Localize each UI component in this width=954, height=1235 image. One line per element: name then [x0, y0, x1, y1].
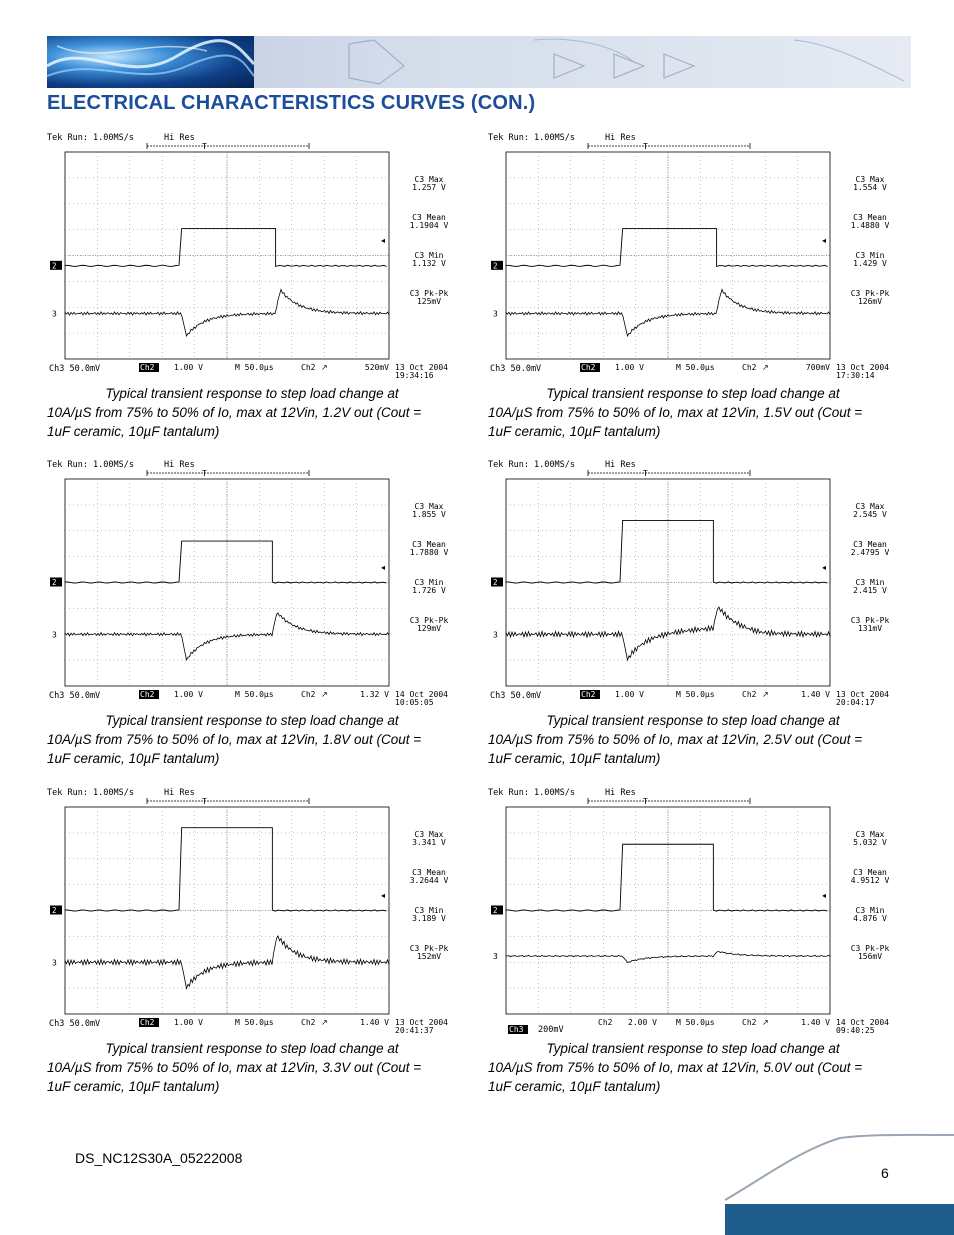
oscilloscope-screen [47, 457, 457, 707]
mean-arrow-icon: ◂ [381, 563, 386, 573]
rising-edge-icon: ↗ [321, 1018, 328, 1027]
capture-time: 17:30:14 [836, 371, 875, 380]
ch2-marker [50, 906, 62, 916]
stat-value-min: 3.189 V [412, 914, 446, 923]
ch2-scale: 1.00 V [615, 690, 644, 699]
stat-label: C3 Pk-Pk [850, 616, 890, 625]
stat-value-max: 1.855 V [412, 510, 446, 519]
ch2-readout-label: Ch2 [140, 363, 155, 372]
stat-label: C3 Max [414, 502, 444, 511]
oscilloscope-screen [488, 785, 898, 1035]
caption-line: 1uF ceramic, 10µF tantalum) [488, 1079, 661, 1094]
ch3-readout-label: Ch3 [509, 1025, 524, 1034]
stat-value-min: 1.132 V [412, 259, 446, 268]
stat-label: C3 Max [414, 830, 444, 839]
stat-value-max: 1.257 V [412, 183, 446, 192]
caption-line: 10A/µS from 75% to 50% of Io, max at 12Vin, 3.3V out (Cout = [47, 1060, 422, 1075]
ch2-scale: 1.00 V [174, 363, 203, 372]
ch2-marker [50, 578, 62, 588]
page-title: ELECTRICAL CHARACTERISTICS CURVES (CON.) [47, 92, 536, 114]
mean-arrow-icon: ◂ [822, 563, 827, 573]
capture-time: 10:05:05 [395, 698, 434, 707]
capture-time: 09:40:25 [836, 1026, 875, 1035]
stat-label: C3 Min [414, 578, 444, 587]
ch3-marker: 3 [493, 309, 498, 319]
mean-arrow-icon: ◂ [822, 891, 827, 901]
caption-line: 1uF ceramic, 10µF tantalum) [47, 751, 220, 766]
rising-edge-icon: ↗ [762, 1018, 769, 1027]
banner-pattern [254, 36, 911, 88]
ch2-marker-label: 2 [493, 578, 498, 587]
figure-caption [488, 1039, 898, 1096]
timebase: M 50.0µs [235, 1018, 274, 1027]
caption-line: Typical transient response to step load change at [546, 1041, 840, 1056]
stat-value-pkpk: 125mV [416, 297, 442, 306]
capture-date: 14 Oct 2004 [836, 1018, 889, 1027]
ch2-scale: 1.00 V [615, 363, 644, 372]
stat-label: C3 Min [855, 578, 885, 587]
stat-value-mean: 4.9512 V [850, 876, 890, 885]
scope-mode: Hi Res [605, 788, 636, 798]
oscilloscope-screen [488, 130, 898, 380]
caption-line: 1uF ceramic, 10µF tantalum) [488, 424, 661, 439]
rising-edge-icon: ↗ [762, 690, 769, 699]
stat-label: C3 Mean [853, 868, 887, 877]
trigger-channel: Ch2 [301, 1018, 316, 1027]
timebase: M 50.0µs [235, 363, 274, 372]
stat-value-max: 1.554 V [853, 183, 887, 192]
scope-panel [47, 457, 457, 768]
stat-label: C3 Min [414, 251, 444, 260]
oscilloscope-screen [47, 130, 457, 380]
trigger-marker: T [202, 142, 207, 151]
ch2-scale: 2.00 V [628, 1018, 657, 1027]
stat-value-pkpk: 152mV [416, 952, 442, 961]
ch3-marker: 3 [493, 952, 498, 962]
figure-caption [47, 1039, 457, 1096]
oscilloscope-screen [488, 457, 898, 707]
trigger-level: 1.40 V [801, 690, 830, 699]
ch3-marker: 3 [52, 958, 57, 968]
stat-label: C3 Min [855, 251, 885, 260]
scope-header: Tek Run: 1.00MS/s [488, 788, 575, 798]
stat-label: C3 Mean [412, 540, 446, 549]
stat-label: C3 Max [855, 830, 885, 839]
caption-line: Typical transient response to step load change at [105, 386, 399, 401]
rising-edge-icon: ↗ [321, 690, 328, 699]
caption-line: 10A/µS from 75% to 50% of Io, max at 12Vin, 5.0V out (Cout = [488, 1060, 863, 1075]
stat-value-mean: 1.1904 V [409, 221, 449, 230]
stat-label: C3 Max [855, 175, 885, 184]
trigger-marker: T [643, 142, 648, 151]
ch2-marker-label: 2 [52, 261, 57, 271]
stat-label: C3 Pk-Pk [409, 616, 449, 625]
ch2-marker [491, 578, 503, 588]
caption-line: 10A/µS from 75% to 50% of Io, max at 12Vin, 2.5V out (Cout = [488, 732, 863, 747]
mean-arrow-icon: ◂ [381, 891, 386, 901]
caption-line: 1uF ceramic, 10µF tantalum) [47, 1079, 220, 1094]
mean-arrow-icon: ◂ [822, 236, 827, 246]
stat-label: C3 Mean [412, 213, 446, 222]
stat-value-mean: 2.4795 V [850, 548, 890, 557]
stat-value-max: 2.545 V [853, 510, 887, 519]
figure-caption [47, 711, 457, 768]
mean-arrow-icon: ◂ [381, 236, 386, 246]
ch2-scale: 1.00 V [174, 690, 203, 699]
page-number: 6 [881, 1165, 889, 1181]
ch3-marker: 3 [52, 630, 57, 640]
capture-date: 13 Oct 2004 [836, 690, 889, 699]
capture-date: 13 Oct 2004 [836, 363, 889, 372]
ch3-marker: 3 [493, 630, 498, 640]
trigger-marker: T [643, 797, 648, 806]
stat-label: C3 Min [414, 906, 444, 915]
stat-label: C3 Mean [853, 540, 887, 549]
capture-time: 20:41:37 [395, 1026, 434, 1035]
stat-label: C3 Mean [853, 213, 887, 222]
stat-label: C3 Min [855, 906, 885, 915]
capture-time: 20:04:17 [836, 698, 875, 707]
stat-value-pkpk: 129mV [416, 624, 442, 633]
scope-header: Tek Run: 1.00MS/s [47, 133, 134, 143]
figure-caption [47, 384, 457, 441]
ch2-marker-label: 2 [52, 578, 57, 587]
rising-edge-icon: ↗ [321, 363, 328, 372]
ch3-scale: Ch3 50.0mV [49, 364, 101, 374]
trigger-channel: Ch2 [742, 363, 757, 372]
stat-value-min: 4.876 V [853, 914, 887, 923]
trigger-channel: Ch2 [301, 363, 316, 372]
scope-panel [488, 457, 898, 768]
ch2-scale: 1.00 V [174, 1018, 203, 1027]
stat-label: C3 Pk-Pk [409, 289, 449, 298]
stat-value-max: 3.341 V [412, 838, 446, 847]
ch3-scale: Ch3 50.0mV [490, 364, 542, 374]
stat-label: C3 Pk-Pk [850, 289, 890, 298]
stat-value-min: 2.415 V [853, 586, 887, 595]
caption-line: Typical transient response to step load change at [105, 713, 399, 728]
header-banner [47, 36, 911, 88]
scope-mode: Hi Res [605, 460, 636, 470]
rising-edge-icon: ↗ [762, 363, 769, 372]
ch3-scale: Ch3 50.0mV [490, 691, 542, 701]
scope-mode: Hi Res [164, 788, 195, 798]
trigger-marker: T [643, 469, 648, 478]
scope-panel [47, 785, 457, 1096]
trigger-marker: T [202, 797, 207, 806]
stat-label: C3 Mean [412, 868, 446, 877]
ch2-readout-label: Ch2 [598, 1018, 613, 1027]
caption-line: Typical transient response to step load change at [105, 1041, 399, 1056]
ch2-readout-label: Ch2 [140, 690, 155, 699]
timebase: M 50.0µs [676, 1018, 715, 1027]
trigger-channel: Ch2 [742, 690, 757, 699]
scope-panel [47, 130, 457, 441]
ch2-marker [491, 906, 503, 916]
ch3-scale: Ch3 50.0mV [49, 1019, 101, 1029]
caption-line: 10A/µS from 75% to 50% of Io, max at 12Vin, 1.5V out (Cout = [488, 405, 863, 420]
timebase: M 50.0µs [676, 690, 715, 699]
scope-header: Tek Run: 1.00MS/s [488, 460, 575, 470]
scope-mode: Hi Res [164, 133, 195, 143]
doc-id: DS_NC12S30A_05222008 [75, 1150, 243, 1166]
caption-line: 1uF ceramic, 10µF tantalum) [488, 751, 661, 766]
capture-date: 13 Oct 2004 [395, 1018, 448, 1027]
scope-mode: Hi Res [605, 133, 636, 143]
timebase: M 50.0µs [676, 363, 715, 372]
ch2-readout-label: Ch2 [581, 363, 596, 372]
stat-label: C3 Pk-Pk [850, 944, 890, 953]
ch2-marker-label: 2 [52, 906, 57, 915]
trigger-channel: Ch2 [301, 690, 316, 699]
caption-line: 10A/µS from 75% to 50% of Io, max at 12Vin, 1.8V out (Cout = [47, 732, 422, 747]
ch2-readout-label: Ch2 [581, 690, 596, 699]
scope-panel [488, 785, 898, 1096]
capture-date: 13 Oct 2004 [395, 363, 448, 372]
stat-value-max: 5.032 V [853, 838, 887, 847]
scope-panel [488, 130, 898, 441]
stat-value-pkpk: 156mV [857, 952, 883, 961]
stat-value-pkpk: 126mV [857, 297, 883, 306]
trigger-level: 1.40 V [360, 1018, 389, 1027]
footer-decoration [720, 1130, 954, 1235]
stat-value-min: 1.726 V [412, 586, 446, 595]
trigger-level: 700mV [805, 363, 830, 372]
caption-line: 1uF ceramic, 10µF tantalum) [47, 424, 220, 439]
capture-time: 19:34:16 [395, 371, 434, 380]
scope-mode: Hi Res [164, 460, 195, 470]
trigger-level: 520mV [364, 363, 389, 372]
stat-value-pkpk: 131mV [857, 624, 883, 633]
ch3-marker: 3 [52, 309, 57, 319]
stat-value-mean: 3.2644 V [409, 876, 449, 885]
caption-line: Typical transient response to step load change at [546, 386, 840, 401]
ch2-marker-label: 2 [493, 906, 498, 915]
stat-value-mean: 1.4880 V [850, 221, 890, 230]
trigger-level: 1.32 V [360, 690, 389, 699]
banner-photo [47, 36, 254, 88]
figure-caption [488, 384, 898, 441]
ch2-marker-label: 2 [493, 261, 498, 271]
figure-caption [488, 711, 898, 768]
ch2-readout-label: Ch2 [140, 1018, 155, 1027]
scope-header: Tek Run: 1.00MS/s [47, 460, 134, 470]
oscilloscope-screen [47, 785, 457, 1035]
timebase: M 50.0µs [235, 690, 274, 699]
stat-value-mean: 1.7880 V [409, 548, 449, 557]
scope-header: Tek Run: 1.00MS/s [47, 788, 134, 798]
trigger-channel: Ch2 [742, 1018, 757, 1027]
trigger-level: 1.40 V [801, 1018, 830, 1027]
stat-value-min: 1.429 V [853, 259, 887, 268]
capture-date: 14 Oct 2004 [395, 690, 448, 699]
caption-line: 10A/µS from 75% to 50% of Io, max at 12Vin, 1.2V out (Cout = [47, 405, 422, 420]
scope-header: Tek Run: 1.00MS/s [488, 133, 575, 143]
trigger-marker: T [202, 469, 207, 478]
stat-label: C3 Max [855, 502, 885, 511]
ch3-scale: Ch3 50.0mV [49, 691, 101, 701]
caption-line: Typical transient response to step load change at [546, 713, 840, 728]
ch2-marker [491, 261, 503, 271]
stat-label: C3 Pk-Pk [409, 944, 449, 953]
footer-bar [725, 1204, 954, 1235]
ch2-marker [50, 261, 62, 271]
ch3-scale: 200mV [538, 1025, 564, 1035]
stat-label: C3 Max [414, 175, 444, 184]
